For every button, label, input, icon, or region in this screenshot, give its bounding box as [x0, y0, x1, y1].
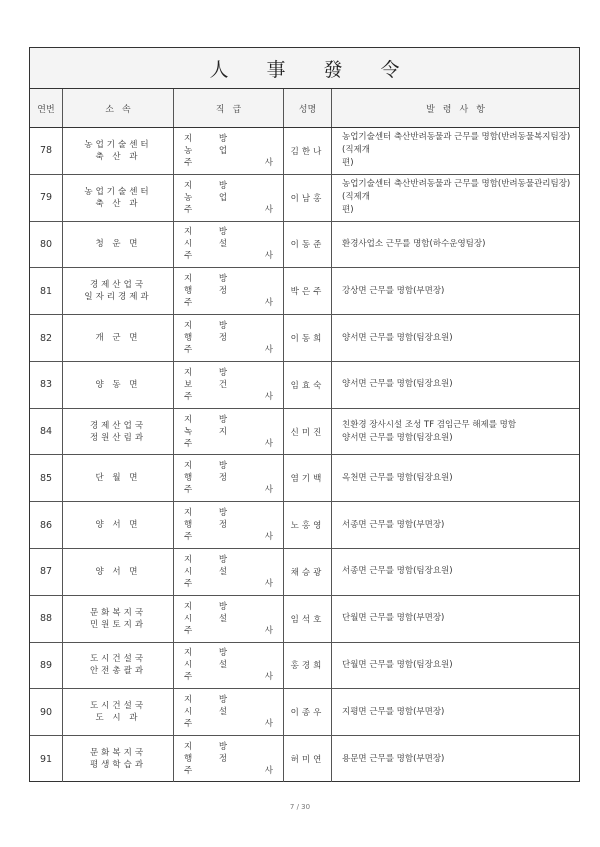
- row-grade: [174, 455, 284, 501]
- grade-char-b: 사: [264, 578, 273, 589]
- grade-char-a: 주: [184, 345, 193, 356]
- row-detail: 농업기술센터 축산반려동물과 근무를 명함(반려동물복지팀장)(직제개 편): [342, 132, 571, 169]
- grade-series: 지 방 시 설: [184, 648, 240, 671]
- grade-char-a: 주: [184, 766, 193, 777]
- row-name: 이동준: [284, 222, 332, 268]
- grade-char-a: 주: [184, 204, 193, 215]
- personnel-order-document: [29, 47, 580, 782]
- table-row: [30, 268, 579, 315]
- row-number: 91: [30, 736, 63, 782]
- row-detail: 친환경 장사시설 조성 TF 겸임근무 해제를 명함 양서면 근무를 명함(팀장요원): [342, 419, 517, 443]
- row-detail: 단월면 근무를 명함(부면장): [342, 613, 445, 624]
- table-row: [30, 549, 579, 596]
- grade-char-a: 주: [184, 719, 193, 730]
- grade-series: 지 방 보 건: [184, 367, 240, 390]
- row-grade: [174, 643, 284, 689]
- grade-series: 지 방 시 설: [184, 601, 240, 624]
- row-department: 양 동 면: [63, 362, 174, 408]
- row-grade: [174, 689, 284, 735]
- grade-char-b: 사: [264, 345, 273, 356]
- row-number: 80: [30, 222, 63, 268]
- page-number: 7 / 30: [289, 803, 311, 811]
- row-number: 84: [30, 409, 63, 455]
- row-detail: 환경사업소 근무를 명함(하수운영팀장): [342, 238, 486, 249]
- grade-char-b: 사: [264, 298, 273, 309]
- grade-char-b: 사: [264, 672, 273, 683]
- row-number: 89: [30, 643, 63, 689]
- grade-char-b: 사: [264, 719, 273, 730]
- row-detail: 용문면 근무를 명함(부면장): [342, 753, 445, 764]
- row-name: 홍경희: [284, 643, 332, 689]
- table-row: [30, 222, 579, 269]
- grade-char-a: 주: [184, 485, 193, 496]
- header-dept: 소속: [63, 89, 174, 127]
- row-department: 도시건설국 도 시 과: [63, 689, 174, 735]
- row-detail: 농업기술센터 축산반려동물과 근무를 명함(반려동물관리팀장)(직제개 편): [342, 179, 571, 216]
- grade-char-b: 사: [264, 438, 273, 449]
- grade-series: 지 방 시 설: [184, 227, 240, 250]
- row-name: 허미연: [284, 736, 332, 782]
- grade-char-a: 주: [184, 391, 193, 402]
- row-number: 82: [30, 315, 63, 361]
- row-department: 농업기술센터 축 산 과: [63, 175, 174, 221]
- row-department: 농업기술센터 축 산 과: [63, 128, 174, 174]
- table-row: [30, 409, 579, 456]
- row-number: 79: [30, 175, 63, 221]
- row-grade: [174, 409, 284, 455]
- row-name: 신미진: [284, 409, 332, 455]
- grade-series: 지 방 시 설: [184, 695, 240, 718]
- document-title: 人 事 發 令: [209, 58, 416, 81]
- row-detail: 단월면 근무를 명함(팀장요원): [342, 659, 453, 670]
- header-grade: 직급: [174, 89, 284, 127]
- table-row: [30, 736, 579, 782]
- table-row: [30, 362, 579, 409]
- grade-series: 지 방 행 정: [184, 742, 240, 765]
- row-number: 87: [30, 549, 63, 595]
- title-bar: [30, 48, 579, 89]
- grade-char-b: 사: [264, 391, 273, 402]
- row-department: 양 서 면: [63, 502, 174, 548]
- header-name: 성명: [284, 89, 332, 127]
- grade-char-a: 주: [184, 438, 193, 449]
- row-number: 83: [30, 362, 63, 408]
- grade-char-b: 사: [264, 766, 273, 777]
- row-grade: [174, 222, 284, 268]
- grade-series: 지 방 시 설: [184, 554, 240, 577]
- row-department: 문화복지국 민원토지과: [63, 596, 174, 642]
- row-detail: 양서면 근무를 명함(팀장요원): [342, 379, 453, 390]
- grade-char-b: 사: [264, 204, 273, 215]
- row-name: 임효숙: [284, 362, 332, 408]
- row-detail: 옥천면 근무를 명함(팀장요원): [342, 472, 453, 483]
- header-detail: 발령사항: [426, 104, 493, 115]
- row-name: 임석호: [284, 596, 332, 642]
- row-detail: 서종면 근무를 명함(팀장요원): [342, 566, 453, 577]
- grade-char-a: 주: [184, 298, 193, 309]
- row-grade: [174, 128, 284, 174]
- row-grade: [174, 315, 284, 361]
- grade-series: 지 방 녹 지: [184, 414, 240, 437]
- row-grade: [174, 549, 284, 595]
- table-header: [30, 89, 579, 128]
- grade-char-a: 주: [184, 578, 193, 589]
- row-department: 경제산업국 정원산림과: [63, 409, 174, 455]
- row-number: 88: [30, 596, 63, 642]
- table-row: [30, 643, 579, 690]
- row-department: 청 운 면: [63, 222, 174, 268]
- grade-char-a: 주: [184, 251, 193, 262]
- table-row: [30, 128, 579, 175]
- grade-char-a: 주: [184, 157, 193, 168]
- row-number: 85: [30, 455, 63, 501]
- row-detail: 강상면 근무를 명함(부면장): [342, 285, 445, 296]
- grade-series: 지 방 농 업: [184, 180, 240, 203]
- row-number: 86: [30, 502, 63, 548]
- row-department: 문화복지국 평생학습과: [63, 736, 174, 782]
- grade-char-b: 사: [264, 157, 273, 168]
- row-name: 이종우: [284, 689, 332, 735]
- row-name: 이남홍: [284, 175, 332, 221]
- table-row: [30, 689, 579, 736]
- grade-char-a: 주: [184, 532, 193, 543]
- row-name: 염기백: [284, 455, 332, 501]
- row-name: 채승광: [284, 549, 332, 595]
- row-department: 양 서 면: [63, 549, 174, 595]
- row-detail: 서종면 근무를 명함(부면장): [342, 519, 445, 530]
- row-department: 개 군 면: [63, 315, 174, 361]
- table-body: [30, 128, 579, 782]
- row-name: 이동희: [284, 315, 332, 361]
- grade-char-b: 사: [264, 625, 273, 636]
- row-grade: [174, 362, 284, 408]
- row-grade: [174, 502, 284, 548]
- grade-series: 지 방 농 업: [184, 133, 240, 156]
- row-number: 90: [30, 689, 63, 735]
- grade-char-a: 주: [184, 672, 193, 683]
- row-number: 81: [30, 268, 63, 314]
- row-department: 단 월 면: [63, 455, 174, 501]
- row-grade: [174, 175, 284, 221]
- table-row: [30, 175, 579, 222]
- grade-series: 지 방 행 정: [184, 321, 240, 344]
- grade-char-b: 사: [264, 485, 273, 496]
- row-grade: [174, 268, 284, 314]
- header-no: 연번: [30, 89, 63, 127]
- grade-char-a: 주: [184, 625, 193, 636]
- grade-series: 지 방 행 정: [184, 274, 240, 297]
- row-detail: 지평면 근무를 명함(부면장): [342, 706, 445, 717]
- grade-char-b: 사: [264, 251, 273, 262]
- table-row: [30, 455, 579, 502]
- row-number: 78: [30, 128, 63, 174]
- grade-series: 지 방 행 정: [184, 461, 240, 484]
- table-row: [30, 596, 579, 643]
- row-name: 김한나: [284, 128, 332, 174]
- row-detail: 양서면 근무를 명함(팀장요원): [342, 332, 453, 343]
- grade-series: 지 방 행 정: [184, 508, 240, 531]
- row-grade: [174, 736, 284, 782]
- table-row: [30, 315, 579, 362]
- table-row: [30, 502, 579, 549]
- row-grade: [174, 596, 284, 642]
- row-name: 박은주: [284, 268, 332, 314]
- row-department: 도시건설국 안전총괄과: [63, 643, 174, 689]
- row-department: 경제산업국 일자리경제과: [63, 268, 174, 314]
- grade-char-b: 사: [264, 532, 273, 543]
- row-name: 노홍영: [284, 502, 332, 548]
